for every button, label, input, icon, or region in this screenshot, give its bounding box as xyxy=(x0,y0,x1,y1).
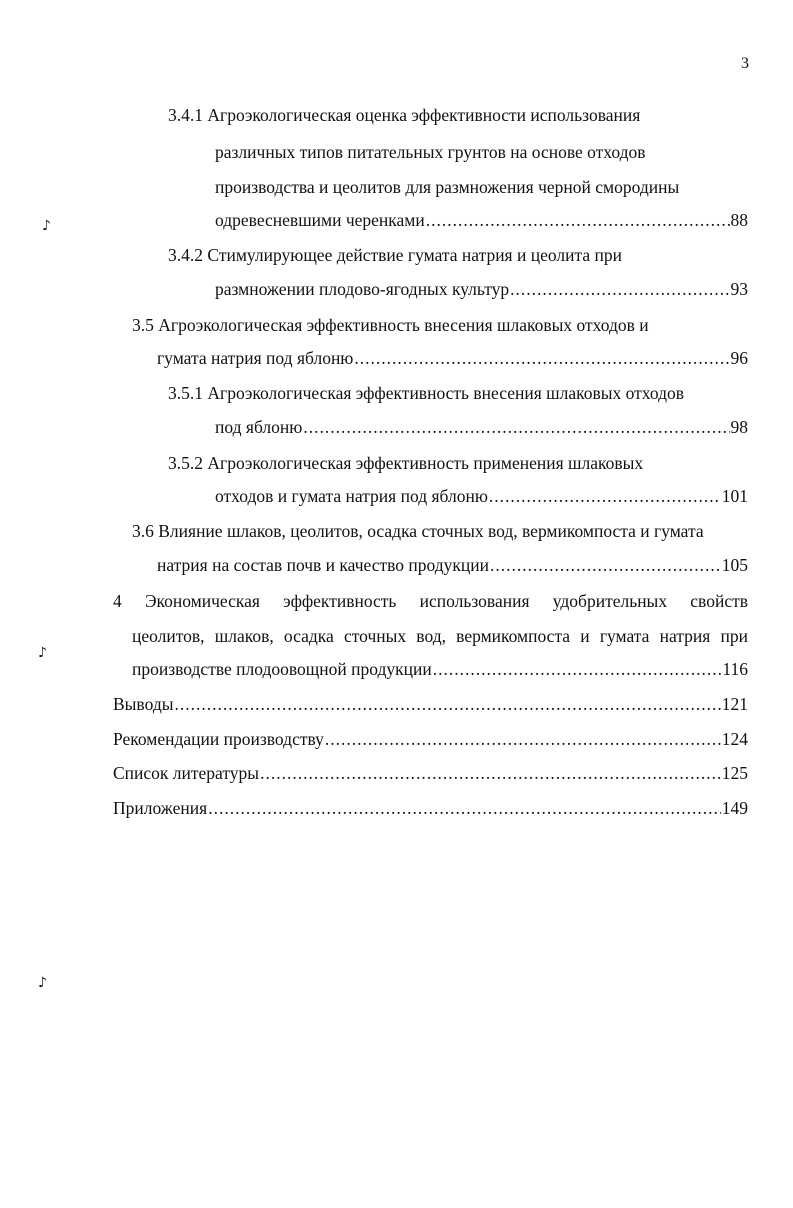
toc-entry-3-5-2-title: 3.5.2 Агроэкологическая эффективность применения шлаковых xyxy=(168,453,644,473)
toc-entry-3-4-1-line3: производства и цеолитов для размножения черной смородины xyxy=(215,177,680,197)
toc-entry-appendices-text: Приложения xyxy=(113,798,208,818)
toc-entry-3-6-title: 3.6 Влияние шлаков, цеолитов, осадка сточных вод, вермикомпоста и гумата xyxy=(132,521,704,541)
toc-entry-appendices xyxy=(113,796,748,820)
scan-artifact-mark: ♪ xyxy=(42,218,51,234)
toc-entry-3-4-1-line2: различных типов питательных грунтов на основе отходов xyxy=(215,142,646,162)
toc-entry-conclusions-page: 121 xyxy=(721,694,748,714)
toc-entry-appendices-page: 149 xyxy=(721,798,748,818)
toc-entry-recommendations-text: Рекомендации производству xyxy=(113,729,324,749)
toc-entry-3-5-line2: гумата натрия под яблоню xyxy=(157,348,354,368)
dot-leader xyxy=(354,346,729,370)
toc-entry-3-6-leader-line xyxy=(157,553,748,577)
scan-artifact-mark: ♪ xyxy=(38,975,47,991)
toc-entry-3-5-title: 3.5 Агроэкологическая эффективность внесения шлаковых отходов и xyxy=(132,315,649,335)
toc-entry-recommendations xyxy=(113,727,748,751)
dot-leader xyxy=(426,208,730,232)
toc-entry-recommendations-page: 124 xyxy=(721,729,748,749)
toc-entry-3-5-page: 96 xyxy=(730,348,748,368)
toc-entry-3-4-1-title: 3.4.1 Агроэкологическая оценка эффективности использования xyxy=(168,105,641,125)
toc-entry-3-5-1-page: 98 xyxy=(730,417,748,437)
toc-entry-3-5-2-leader-line xyxy=(215,484,748,508)
dot-leader xyxy=(174,692,720,716)
toc-entry-4-title: 4 Экономическая эффективность использования удобрительных свойств xyxy=(113,591,748,611)
toc-entry-3-6-line2: натрия на состав почв и качество продукции xyxy=(157,555,490,575)
dot-leader xyxy=(510,277,729,301)
scan-artifact-mark: ♪ xyxy=(38,645,47,661)
toc-entry-4-page: 116 xyxy=(722,659,748,679)
dot-leader xyxy=(208,796,721,820)
toc-entry-3-5-2-page: 101 xyxy=(721,486,748,506)
toc-entry-3-5-1-line2: под яблоню xyxy=(215,417,303,437)
dot-leader xyxy=(489,484,721,508)
toc-entry-3-5-2-line2: отходов и гумата натрия под яблоню xyxy=(215,486,488,506)
toc-entry-3-4-1-page: 88 xyxy=(730,210,748,230)
toc-entry-references-text: Список литературы xyxy=(113,763,260,783)
dot-leader xyxy=(490,553,721,577)
toc-entry-3-4-1-leader-line xyxy=(215,208,748,232)
toc-entry-3-5-leader-line xyxy=(157,346,748,370)
dot-leader xyxy=(433,657,722,681)
toc-entry-3-5-1-title: 3.5.1 Агроэкологическая эффективность внесения шлаковых отходов xyxy=(168,383,685,403)
toc-entry-4-line3: производстве плодоовощной продукции xyxy=(132,659,432,679)
dot-leader xyxy=(260,761,721,785)
toc-entry-3-4-2-line2: размножении плодово-ягодных культур xyxy=(215,279,510,299)
toc-entry-3-4-2-leader-line xyxy=(215,277,748,301)
toc-entry-3-4-2-page: 93 xyxy=(730,279,748,299)
dot-leader xyxy=(303,415,729,439)
toc-entry-3-5-1-leader-line xyxy=(215,415,748,439)
toc-entry-references-page: 125 xyxy=(721,763,748,783)
toc-entry-4-line2: цеолитов, шлаков, осадка сточных вод, вермикомпоста и гумата натрия при xyxy=(132,626,748,646)
dot-leader xyxy=(325,727,721,751)
toc-entry-4-leader-line xyxy=(132,657,748,681)
toc-entry-references xyxy=(113,761,748,785)
toc-entry-3-6-page: 105 xyxy=(721,555,748,575)
toc-entry-conclusions-text: Выводы xyxy=(113,694,174,714)
toc-entry-3-4-2-title: 3.4.2 Стимулирующее действие гумата натрия и цеолита при xyxy=(168,245,622,265)
toc-entry-3-4-1-line4: одревесневшими черенками xyxy=(215,210,425,230)
page-number: 3 xyxy=(741,55,749,72)
toc-entry-conclusions xyxy=(113,692,748,716)
